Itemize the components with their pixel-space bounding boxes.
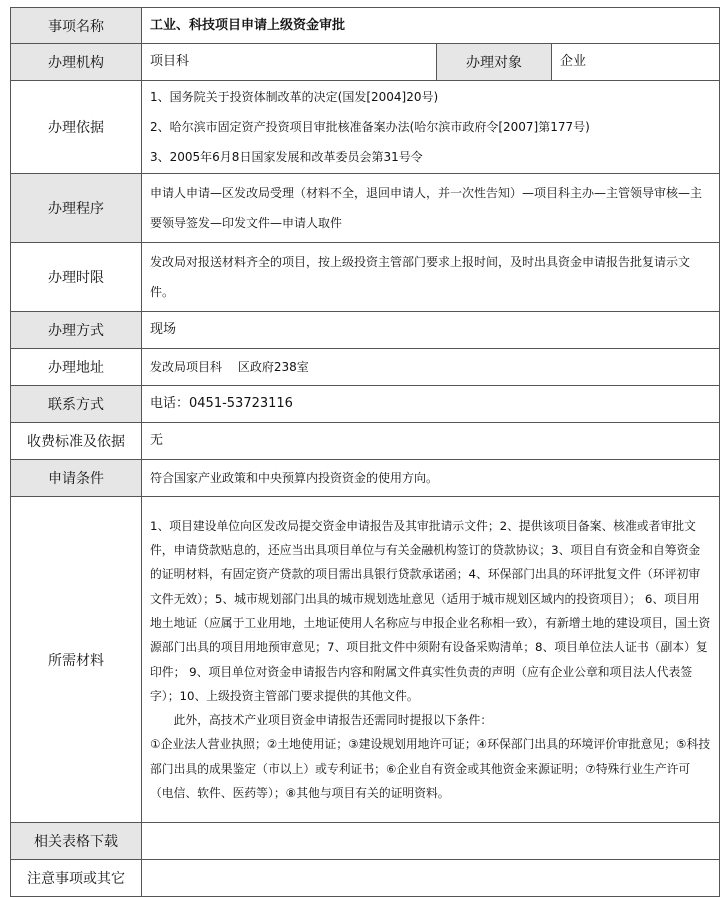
forms-label: 相关表格下载 <box>11 823 142 860</box>
materials-paragraph: 此外，高技术产业项目资金申请报告还需同时提报以下条件： <box>173 713 493 728</box>
row-procedure <box>11 174 720 243</box>
row-basis <box>11 81 720 174</box>
conditions-label: 申请条件 <box>11 460 142 497</box>
basis-item: 2、哈尔滨市固定资产投资项目审批核准备案办法(哈尔滨市政府令[2007]第177号) <box>150 120 590 134</box>
contact-label: 联系方式 <box>11 386 142 423</box>
target-label: 办理对象 <box>437 44 552 81</box>
materials-paragraph: ①企业法人营业执照；②土地使用证；③建设规划用地许可证；④环保部门出具的环境评价审批意见；⑤科技部门出具的成果鉴定（市以上）或专利证书；⑥企业自有资金或其他资金来源证明；⑦特殊行业生产许可（电信、软件、医药等）；⑧其他与项目有关的证明资料。 <box>150 737 711 800</box>
row-notes <box>11 860 720 897</box>
row-materials <box>11 497 720 823</box>
contact-value: 电话：0451-53723116 <box>142 386 720 423</box>
basis-item: 1、国务院关于投资体制改革的决定(国发[2004]20号) <box>150 90 439 104</box>
materials-paragraph: 1、项目建设单位向区发改局提交资金申请报告及其审批请示文件；2、提供该项目备案、核准或者审批文件，申请贷款贴息的，还应当出具项目单位与有关金融机构签订的贷款协议；3、项目自有资金和自筹资金的证明材料，有固定资产贷款的项目需出具银行贷款承诺函；4、环保部门出具的环评批复文件（环评初审文件无效）；5、城市规划部门出具的城市规划选址意见（适用于城市规划区域内的投资项目）； 6、项目用地土地证（应属于工业用地，土地证使用人名称应与申报企业名称相一致），有新增土地的建设项目，国土资源部门出具的项目用地预审意见；7、项目批文件中须附有设备采购清单；8、项目单位法人证书（副本）复印件； 9、项目单位对资金申请报告内容和附属文件真实性负责的声明（应有企业公章和项目法人代表签字）；10、上级投资主管部门要求提供的其他文件。 <box>150 518 711 703</box>
row-item-name <box>11 8 720 44</box>
fees-label: 收费标准及依据 <box>11 423 142 460</box>
basis-label: 办理依据 <box>11 81 142 174</box>
fees-value: 无 <box>142 423 720 460</box>
method-label: 办理方式 <box>11 312 142 349</box>
row-conditions <box>11 460 720 497</box>
notes-label: 注意事项或其它 <box>11 860 142 897</box>
materials-value <box>142 497 720 823</box>
agency-value: 项目科 <box>142 44 437 81</box>
procedure-value: 申请人申请—区发改局受理（材料不全，退回申请人，并一次性告知）—项目科主办—主管领导审核—主要领导签发—印发文件—申请人取件 <box>142 174 720 243</box>
item-name-value: 工业、科技项目申请上级资金审批 <box>142 8 720 44</box>
row-agency <box>11 44 720 81</box>
time-limit-label: 办理时限 <box>11 243 142 312</box>
notes-value <box>142 860 720 897</box>
target-value: 企业 <box>552 44 720 81</box>
row-time-limit <box>11 243 720 312</box>
procedure-label: 办理程序 <box>11 174 142 243</box>
basis-list <box>142 81 720 174</box>
row-address <box>11 349 720 386</box>
method-value: 现场 <box>142 312 720 349</box>
conditions-value: 符合国家产业政策和中央预算内投资资金的使用方向。 <box>142 460 720 497</box>
service-guide-table <box>10 7 720 897</box>
address-label: 办理地址 <box>11 349 142 386</box>
basis-item: 3、2005年6月8日国家发展和改革委员会第31号令 <box>150 150 423 164</box>
row-fees <box>11 423 720 460</box>
row-method <box>11 312 720 349</box>
item-name-label: 事项名称 <box>11 8 142 44</box>
row-forms <box>11 823 720 860</box>
materials-label: 所需材料 <box>11 497 142 823</box>
row-contact <box>11 386 720 423</box>
address-value: 发改局项目科 区政府238室 <box>142 349 720 386</box>
agency-label: 办理机构 <box>11 44 142 81</box>
time-limit-value: 发改局对报送材料齐全的项目，按上级投资主管部门要求上报时间，及时出具资金申请报告批复请示文件。 <box>142 243 720 312</box>
forms-value <box>142 823 720 860</box>
